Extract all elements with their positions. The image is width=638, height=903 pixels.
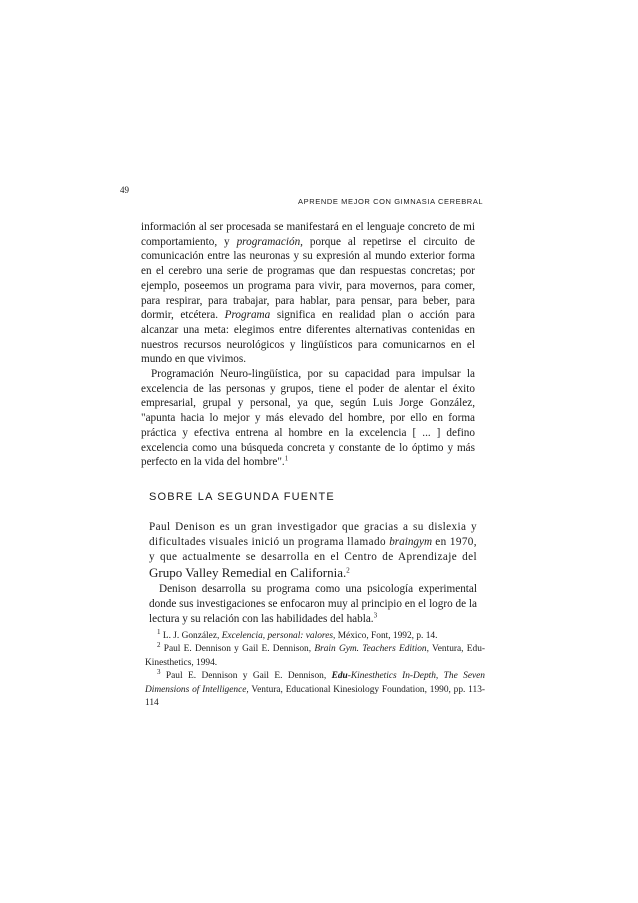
footnote-1 bbox=[145, 627, 485, 643]
section-paragraph-1 bbox=[149, 520, 477, 582]
section-text bbox=[149, 520, 477, 627]
footnote-ref-1: 1 bbox=[284, 454, 289, 463]
emphasis: -Kinesthetics In-Depth, The Seven Dimensions of Intelligence, bbox=[145, 671, 485, 695]
page-number: 49 bbox=[120, 185, 129, 195]
text-run: Paul E. Dennison y Gail E. Dennison, bbox=[160, 671, 332, 682]
emphasis: Edu bbox=[331, 671, 348, 682]
footnote-3 bbox=[145, 670, 485, 710]
body-text bbox=[141, 220, 475, 470]
footnote-number: 2 bbox=[157, 641, 161, 650]
emphasis: Programa bbox=[224, 309, 271, 322]
footnote-ref-3: 3 bbox=[373, 611, 378, 620]
section-heading: SOBRE LA SEGUNDA FUENTE bbox=[149, 491, 335, 503]
text-run: Grupo Valley Remedial en California. bbox=[149, 565, 347, 580]
footnote-number: 3 bbox=[157, 668, 161, 677]
text-run: información al ser procesada se manifestará en el lenguaje concreto de mi comportamiento, y bbox=[141, 221, 475, 248]
emphasis: Excelencia, personal: valores, bbox=[221, 631, 336, 641]
text-run: México, Font, 1992, p. 14. bbox=[335, 631, 438, 641]
text-run: Programación Neuro-lingüística, por su capacidad para impulsar la excelencia de las personas y grupos, tiene el poder de alentar el éxito empresarial, grupal y personal, ya que, según Luis Jorge González, "apunta hacia lo mejor y más elevado del hombre, por ello en forma práctica y efectiva entrena al hombre en la excelencia [ ... ] defino excelencia como una búsqueda concreta y constante de lo óptimo y más perfecto en la vida del hombre". bbox=[141, 368, 475, 469]
text-run: Denison desarrolla su programa como una psicología experimental donde sus investigaciones se enfocaron muy al principio en el logro de la lectura y su relación con las habilidades del habla. bbox=[149, 583, 477, 625]
footnote-2 bbox=[145, 643, 485, 670]
footnotes bbox=[145, 627, 486, 710]
footnote-number: 1 bbox=[157, 627, 161, 636]
text-run: porque al repetirse el circuito de comunicación entre las neuronas y su expresión al mundo exterior forma en el cerebro una serie de programas que dan respuestas concretas; por ejemplo, poseemos un programa para vivir, para movernos, para comer, para respirar, para trabajar, para hablar, para pensar, para beber, para dormir, etcétera. bbox=[141, 235, 475, 322]
text-run: Paul E. Dennison y Gail E. Dennison, bbox=[160, 644, 315, 655]
text-run: significa en realidad plan o acción para alcanzar una meta: elegimos entre diferentes alternativas contenidas en nuestros recursos neurológicos y lingüísticos para comunicarnos en el mundo en que vivimos. bbox=[141, 309, 475, 366]
emphasis: programación, bbox=[236, 235, 303, 248]
footnote-ref-2: 2 bbox=[346, 566, 350, 575]
text-run: Ventura, Edu-Kinesthetics, 1994. bbox=[145, 644, 485, 668]
body-paragraph-2 bbox=[141, 367, 475, 470]
bold-run bbox=[332, 671, 348, 681]
text-run: Paul Denison es un gran investigador que gracias a su dislexia y dificultades visuales inició un programa llamado bbox=[149, 521, 477, 548]
text-run: en 1970, y que actualmente se desarrolla en el Centro de Aprendizaje del bbox=[149, 536, 478, 563]
text-run: L. J. González, bbox=[160, 631, 222, 641]
text-run: Ventura, Educational Kinesiology Foundation, 1990, pp. 113-114 bbox=[145, 684, 486, 709]
running-head: APRENDE MEJOR CON GIMNASIA CEREBRAL bbox=[298, 197, 484, 206]
emphasis: braingym bbox=[389, 536, 433, 548]
section-paragraph-2 bbox=[149, 582, 477, 627]
emphasis: Brain Gym. Teachers Edition, bbox=[314, 644, 429, 655]
body-paragraph-1 bbox=[141, 220, 475, 367]
